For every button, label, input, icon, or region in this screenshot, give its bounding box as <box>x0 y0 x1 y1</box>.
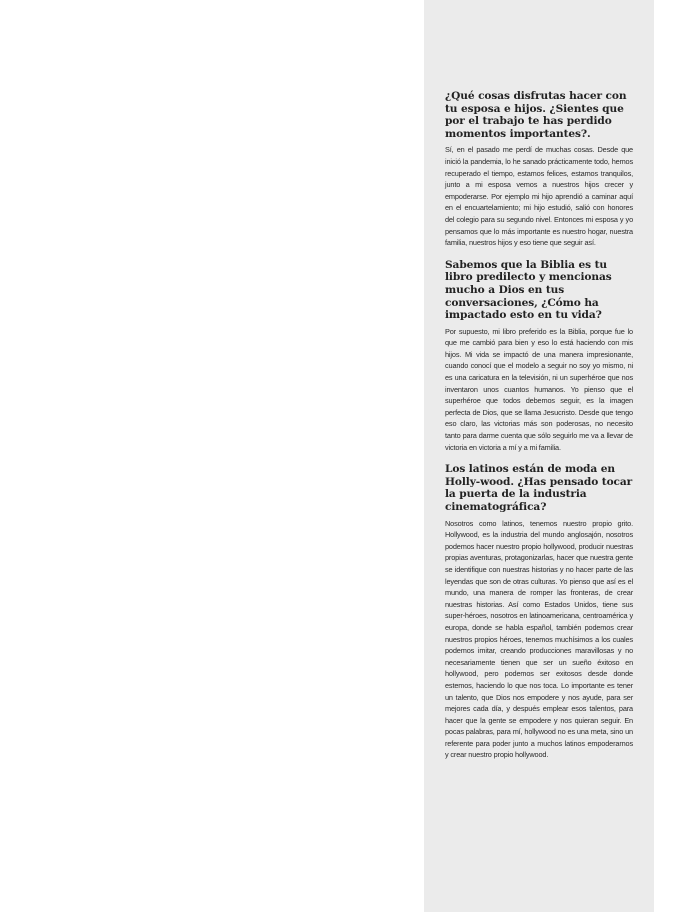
answer-3: Nosotros como latinos, tenemos nuestro propio grito. Hollywood, es la industria del mundo anglosajón, nosotros podemos hacer nuestro propio hollywood, producir nuestras propias aventuras, protagonizarlas, hacer que nuestra gente se identifique con nuestras historias y no hacer parte de las leyendas que son de otras culturas. Yo pienso que así es el mundo, una manera de romper las fronteras, de crear nuestras historias. Así como Estados Unidos, tiene sus super-héroes, nosotros en latinoamericana, centroamérica y europa, donde se habla español, también podemos crear nuestros propios héroes, tenemos muchísimos a los cuales podemos imitar, creando producciones maravillosas y no necesariamente tienen que ser un sueño éxitoso en hollywood, pero podemos ser exitosos desde donde estemos, haciendo lo que nos toca. Lo importante es tener un talento, que Dios nos empodere y nos ayude, para ser mejores cada día, y después emplear esos talentos, para hacer que la gente se empodere y nos quieran seguir. En pocas palabras, para mí, hollywood no es una meta, sino un referente para poder junto a muchos latinos empoderarnos y crear nuestro propio hollywood. <box>445 518 633 760</box>
question-3: Los latinos están de moda en Holly-wood. ¿Has pensado tocar la puerta de la industria cinematográfica? <box>445 463 633 513</box>
answer-2: Por supuesto, mi libro preferido es la Biblia, porque fue lo que me cambió para bien y eso lo está haciendo con mis hijos. Mi vida se impactó de una manera impresionante, cuando conocí que el modelo a seguir no soy yo mismo, ni es una caricatura en la televisión, ni un superhéroe que nos inventaron unos cuantos humanos. Yo pienso que el superhéroe que todos debemos seguir, es la imagen perfecta de Dios, que se llama Jesucristo. Desde que tengo eso claro, las victorias más son poderosas, no necesito tanto para darme cuenta que sólo seguirlo me va a llevar de victoria en victoria a mí y a mi familia. <box>445 326 633 452</box>
question-1: ¿Qué cosas disfrutas hacer con tu esposa e hijos. ¿Sientes que por el trabajo te has perdido momentos importantes?. <box>445 90 627 140</box>
question-2: Sabemos que la Biblia es tu libro predilecto y mencionas mucho a Dios en tus conversaciones, ¿Cómo ha impactado esto en tu vida? <box>445 258 612 322</box>
interview-column <box>445 90 633 771</box>
answer-1: Sí, en el pasado me perdí de muchas cosas. Desde que inició la pandemia, lo he sanado prácticamente todo, hemos recuperado el tiempo, estamos felices, estamos tranquilos, junto a mi esposa vemos a nuestros hijos crecer y empoderarse. Por ejemplo mi hijo aprendió a caminar aquí en el encuartelamiento; mi hijo estudió, salió con honores del colegio para su segundo nivel. Entonces mi esposa y yo pensamos que lo más importante es nuestro hogar, nuestra familia, nuestros hijos y eso tiene que seguir así. <box>445 145 633 248</box>
